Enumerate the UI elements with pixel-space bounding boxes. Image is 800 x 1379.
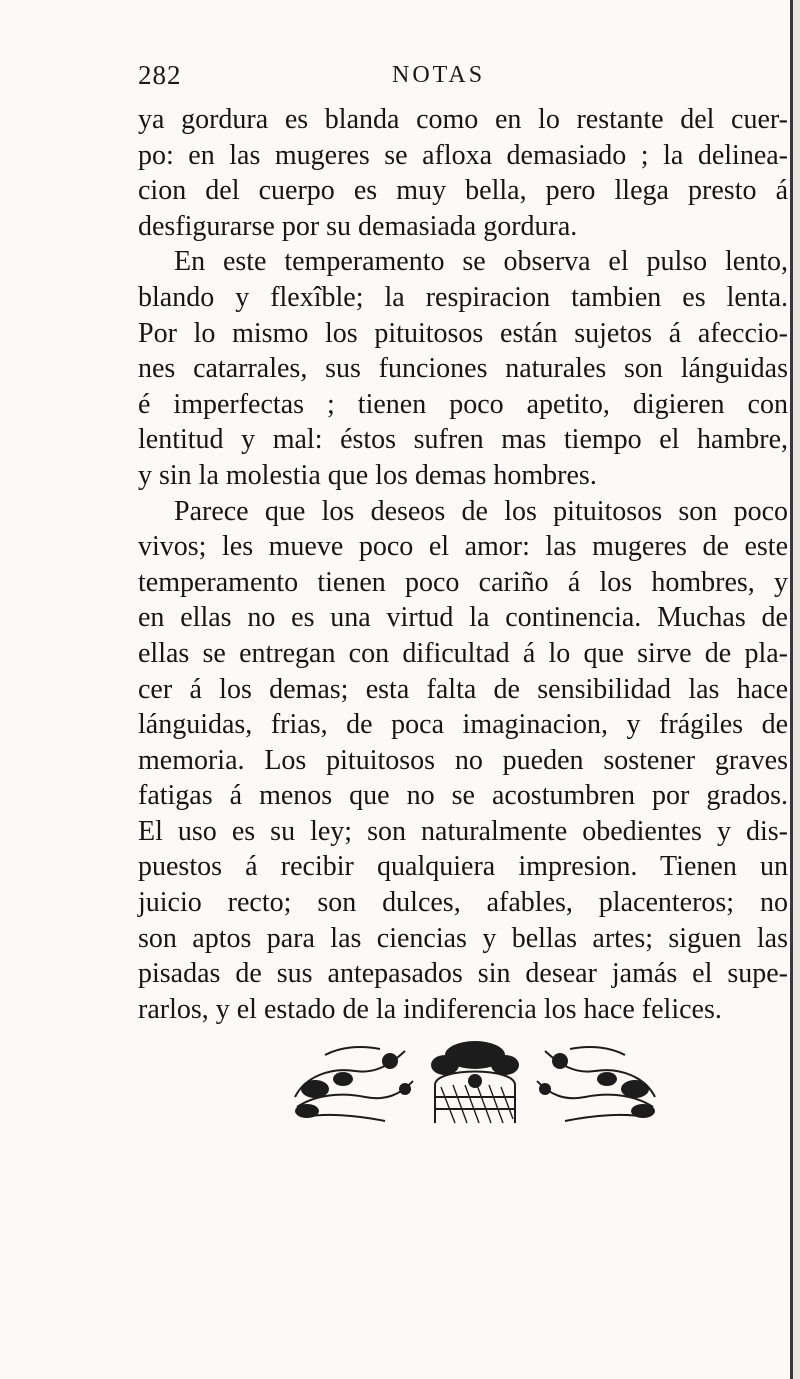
text-line: rarlos, y el estado de la indiferencia los hace felices. (138, 993, 722, 1025)
text-line: ya gordura es blanda como en lo restante del cuer- (138, 104, 788, 135)
text-line: lánguidas, frias, de poca imaginacion, y frágiles de (138, 709, 788, 741)
page-edge-shadow (793, 0, 800, 1379)
text-line: Parece que los deseos de los pituitosos son poco (174, 495, 788, 527)
running-head (138, 60, 758, 100)
text-line: cer á los demas; esta falta de sensibilidad las hace (138, 673, 788, 705)
text-line: fatigas á menos que no se acostumbren por grados. (138, 780, 788, 812)
text-line: Por lo mismo los pituitosos están sujetos á afeccio- (138, 317, 788, 349)
text-line: En este temperamento se observa el pulso lento, (174, 246, 788, 278)
running-title: NOTAS (392, 62, 486, 88)
text-line: El uso es su ley; son naturalmente obedientes y dis- (138, 815, 788, 847)
text-line: memoria. Los pituitosos no pueden sostener graves (138, 744, 788, 776)
text-line: son aptos para las ciencias y bellas artes; siguen las (138, 922, 788, 954)
text-body (138, 102, 788, 1027)
text-line: juicio recto; son dulces, afables, placenteros; no (138, 887, 788, 919)
text-line: puestos á recibir qualquiera impresion. Tienen un (138, 851, 788, 883)
text-line: vivos; les mueve poco el amor: las mugeres de este (138, 531, 788, 563)
text-line: lentitud y mal: éstos sufren mas tiempo el hambre, (138, 424, 788, 456)
text-line: temperamento tienen poco cariño á los hombres, y (138, 566, 788, 598)
text-line: desfigurarse por su demasiada gordura. (138, 210, 578, 242)
text-line: blando y flexîble; la respiracion tambien es lenta. (138, 281, 788, 313)
page-number: 282 (138, 60, 182, 90)
text-line: ellas se entregan con dificultad á lo que sirve de pla- (138, 637, 788, 669)
floral-ornament-icon (285, 1037, 665, 1125)
text-line: y sin la molestia que los demas hombres. (138, 459, 597, 491)
text-line: en ellas no es una virtud la continencia. Muchas de (138, 602, 788, 634)
text-line: po: en las mugeres se afloxa demasiado ; la delinea- (138, 139, 788, 171)
text-line: nes catarrales, sus funciones naturales son lánguidas (138, 353, 788, 385)
text-line: cion del cuerpo es muy bella, pero llega presto á (138, 175, 788, 207)
text-line: pisadas de sus antepasados sin desear jamás el supe- (138, 958, 788, 990)
text-line: é imperfectas ; tienen poco apetito, digieren con (138, 388, 788, 420)
